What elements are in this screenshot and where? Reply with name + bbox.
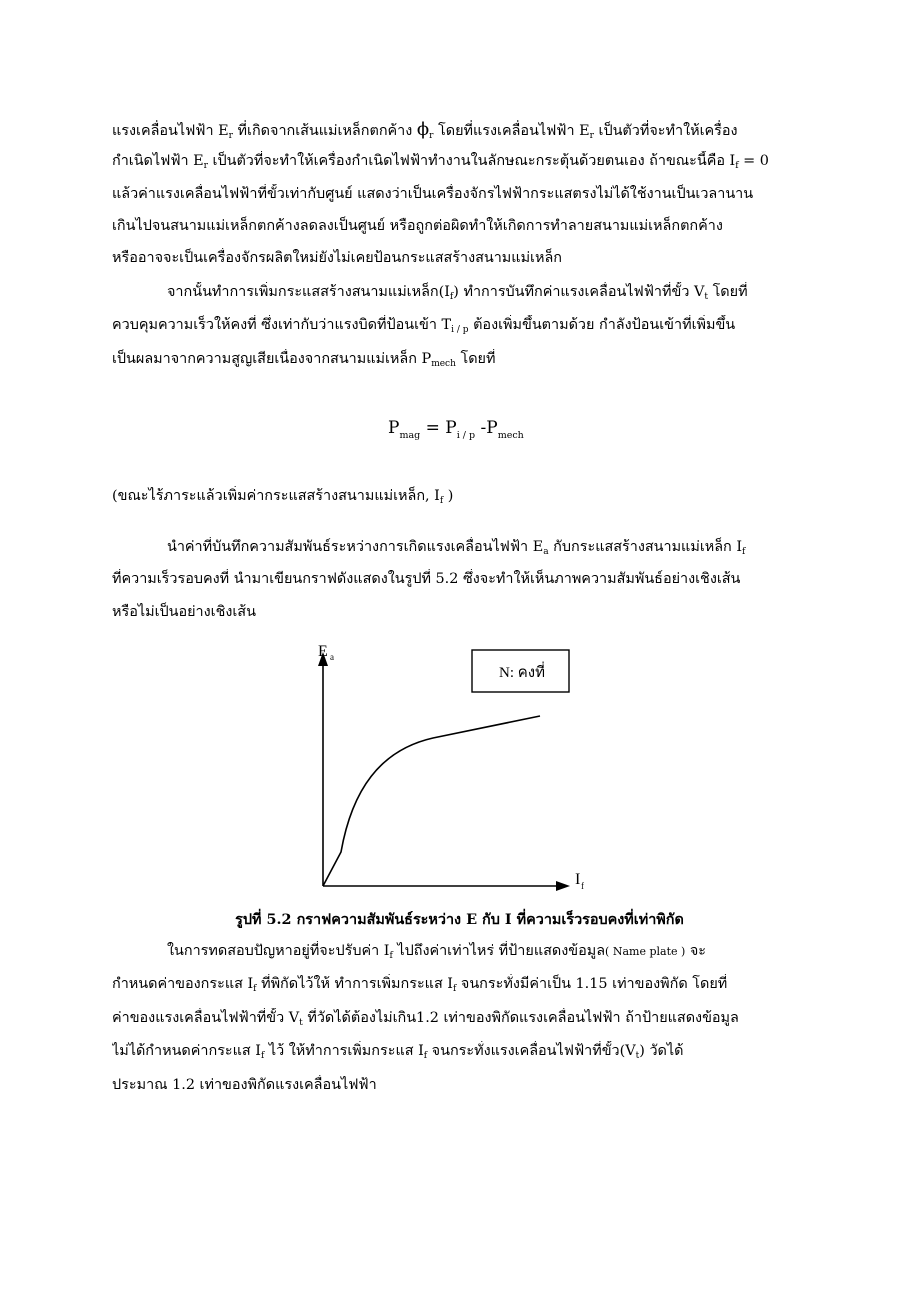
para4-line2: กำหนดค่าของกระแส $I_f$ ที่พิกัดไว้ให้ ทำการเพิ่มกระแส $I_f$ จนกระทั่งมีค่าเป็น 1.15 เท่าของพิกัด โดยที่ — [112, 976, 728, 994]
para4-line4: ไม่ได้กำหนดค่ากระแส $I_f$ ไว้ ให้ทำการเพิ่มกระแส $I_f$ จนกระทั่งแรงเคลื่อนไฟฟ้าที่ขั้ว$(V_t)$ วัดได้ — [112, 1043, 684, 1061]
para3-line2: ที่ความเร็วรอบคงที่ นำมาเขียนกราฟดังแสดงในรูปที่ 5.2 ซึ่งจะทำให้เห็นภาพความสัมพันธ์อย่างเชิงเส้น — [112, 571, 741, 587]
y-axis-label: E — [318, 643, 328, 660]
para2-line3: เป็นผลมาจากความสูญเสียเนื่องจากสนามแม่เหล็ก $P_{mech}$ โดยที่ — [112, 351, 496, 369]
para1-line3: แล้วค่าแรงเคลื่อนไฟฟ้าที่ขั้วเท่ากับศูนย์ แสดงว่าเป็นเครื่องจักรไฟฟ้ากระแสตรงไม่ได้ใช้งานเป็นเวลานาน — [112, 186, 754, 202]
y-axis-label-sub: a — [330, 652, 334, 662]
para3-line3: หรือไม่เป็นอย่างเชิงเส้น — [112, 604, 256, 620]
para1-line1: แรงเคลื่อนไฟฟ้า $E_r$ ที่เกิดจากเส้นแม่เหล็กตกค้าง $\phi_r$ โดยที่แรงเคลื่อนไฟฟ้า $E_r$ เป็นตัวที่จะทำให้เครื่อง — [112, 120, 738, 141]
para2-line2: ควบคุมความเร็วให้คงที่ ซึ่งเท่ากับว่าแรงบิดที่ป้อนเข้า $T_{i / p}$ ต้องเพิ่มขึ้นตามด้วย กำลังป้อนเข้าที่เพิ่มขึ้น — [112, 317, 736, 335]
x-axis-label: I — [575, 871, 581, 888]
para3-line1: นำค่าที่บันทึกความสัมพันธ์ระหว่างการเกิดแรงเคลื่อนไฟฟ้า $E_a$ กับกระแสสร้างสนามแม่เหล็ก $I_f$ — [167, 539, 746, 557]
para4-line1: ในการทดสอบปัญหาอยู่ที่จะปรับค่า $I_f$ ไปถึงค่าเท่าไหร่ ที่ป้ายแสดงข้อมูล( Name plate ) จะ — [167, 943, 707, 961]
para4-line3: ค่าของแรงเคลื่อนไฟฟ้าที่ขั้ว $V_t$ ที่วัดได้ต้องไม่เกิน1.2 เท่าของพิกัดแรงเคลื่อนไฟฟ้า ถ้าป้ายแสดงข้อมูล — [112, 1010, 739, 1028]
para1-line5: หรืออาจจะเป็นเครื่องจักรผลิตใหม่ยังไม่เคยป้อนกระแสสร้างสนามแม่เหล็ก — [112, 250, 562, 266]
para1-line2: กำเนิดไฟฟ้า $E_r$ เป็นตัวที่จะทำให้เครื่องกำเนิดไฟฟ้าทำงานในลักษณะกระตุ้นด้วยตนเอง ถ้าขณะนี้คือ $I_f = 0$ — [112, 153, 769, 171]
power-equation: $P_{mag} = P_{i / p}$ $-P_{mech}$ — [388, 418, 524, 441]
para2-line1: จากนั้นทำการเพิ่มกระแสสร้างสนามแม่เหล็ก$(I_f)$ ทำการบันทึกค่าแรงเคลื่อนไฟฟ้าที่ขั้ว $V_t$ โดยที่ — [167, 284, 748, 302]
figure-caption: รูปที่ 5.2 กราฟความสัมพันธ์ระหว่าง E กับ I ที่ความเร็วรอบคงที่เท่าพิกัด — [235, 911, 684, 928]
magnetization-curve — [323, 716, 540, 886]
x-axis-label-sub: f — [581, 881, 584, 891]
para1-line4: เกินไปจนสนามแม่เหล็กตกค้างลดลงเป็นศูนย์ หรือถูกต่อผิดทำให้เกิดการทำลายสนามแม่เหล็กตกค้าง — [112, 218, 723, 234]
no-load-note: (ขณะไร้ภาระแล้วเพิ่มค่ากระแสสร้างสนามแม่เหล็ก, $I_f$ ) — [112, 488, 454, 506]
para4-line5: ประมาณ 1.2 เท่าของพิกัดแรงเคลื่อนไฟฟ้า — [112, 1077, 377, 1093]
speed-constant-label: N: คงที่ — [499, 665, 545, 681]
x-axis-arrowhead — [556, 881, 570, 891]
